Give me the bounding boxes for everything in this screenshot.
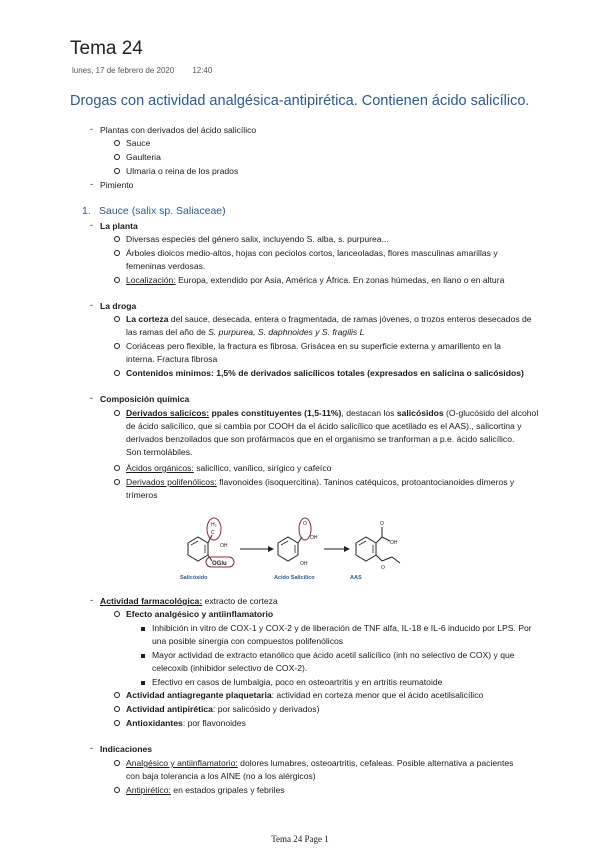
circle-bullet [114, 410, 120, 416]
dash-bullet: - [90, 124, 93, 134]
location-label: Localización: [126, 275, 176, 285]
oglu-label: OGlu [212, 561, 227, 567]
dash-bullet: - [90, 393, 93, 403]
location-text: Europa, extendido por Asia, América y África. En zonas húmedas, en llano o en altura [175, 275, 505, 285]
derivados-label: Derivados salicícos: [126, 408, 210, 418]
page-title: Tema 24 [70, 38, 143, 59]
circle-bullet [114, 343, 120, 349]
droga-content: Contenidos mínimos: 1,5% de derivados salicílicos totales (expresados en salicina o salicósidos) [126, 368, 524, 378]
composicion-label: Composición química [100, 394, 190, 404]
intro-sub: Gaulteria [126, 152, 161, 162]
actividad-text: Efectivo en casos de lumbalgia, poco en osteoartritis y en artritis reumatoide [152, 677, 443, 687]
actividad-text: celecoxib (inhibidor selectivo de COX-2). [152, 663, 308, 673]
page-date [72, 66, 212, 75]
indicaciones-text [126, 758, 513, 769]
actividad-text: Mayor actividad de extracto etanólico que ácido acetil salicílico (inh no selectivo de COX) y que [152, 650, 515, 660]
composicion-text: Son termolábiles. [126, 447, 193, 457]
circle-bullet [114, 706, 120, 712]
salicosido-label: Salicósido [180, 575, 208, 581]
actividad-item [126, 718, 246, 729]
acido-salicilico-label: Acido Salicílico [274, 575, 315, 581]
dash-bullet: - [90, 743, 93, 753]
section-heading: Drogas con actividad analgésica-antipirética. Contienen ácido salicílico. [70, 93, 530, 109]
circle-bullet [114, 611, 120, 617]
circle-bullet [114, 465, 120, 471]
circle-bullet [114, 250, 120, 256]
actividad-label [100, 596, 278, 607]
circle-bullet [114, 720, 120, 726]
actividad-item [126, 704, 319, 715]
actividad-bold: Actividad farmacológica: [100, 596, 203, 606]
square-bullet [141, 681, 145, 685]
antioxidantes-text: : por flavonoides [182, 718, 246, 728]
antiagregante-bold: Actividad antiagregante plaquetaria [126, 690, 272, 700]
polifenolicos-label: Derivados polifenólicos: [126, 477, 217, 487]
droga-text: Coriáceas pero flexible, la fractura es fibrosa. Grisácea en su superficie externa y amarillento en la [126, 341, 501, 351]
antipiretico-label: Antipirético: [126, 785, 171, 795]
chemical-structure-figure [178, 513, 408, 583]
circle-bullet [114, 370, 120, 376]
circle-bullet [114, 316, 120, 322]
droga-label: La droga [100, 301, 137, 311]
circle-bullet [114, 168, 120, 174]
oh-label: OH [390, 540, 398, 546]
antipiretico-text: en estados gripales y febriles [170, 785, 285, 795]
antipiretica-text: : por salicósido y derivados) [212, 704, 320, 714]
o-label: O [381, 565, 385, 571]
o-label: O [380, 521, 384, 527]
intro-sub: Ulmaria o reina de los prados [126, 166, 239, 176]
page-footer: Tema 24 Page 1 [271, 834, 329, 844]
circle-bullet [114, 692, 120, 698]
intro-sub: Sauce [126, 138, 151, 148]
salicosidos-bold: salicósidos [396, 408, 444, 418]
derivados-text: , destacan los [341, 408, 397, 418]
circle-bullet [114, 154, 120, 160]
oh-label: OH [300, 561, 308, 567]
planta-label: La planta [100, 221, 138, 231]
circle-bullet [114, 277, 120, 283]
dash-bullet: - [90, 220, 93, 230]
analgesico-label: Analgésico y antiinflamatorio: [126, 758, 238, 768]
droga-text: interna. Fractura fibrosa [126, 354, 218, 364]
indicaciones-label: Indicaciones [100, 744, 153, 754]
intro-item: Plantas con derivados del ácido salicílico [100, 125, 257, 135]
actividad-text: una posible sinergia con compuestos polifenólicos [152, 636, 344, 646]
droga-text-a: del sauce, desecada, entera o fragmentada, de ramas jóvenes, o trozos enteros desecados de [168, 314, 532, 324]
composicion-text [126, 408, 538, 419]
droga-text [126, 314, 532, 325]
planta-text: Árboles dioicos medio-altos, hojas con peciolos cortos, lanceoladas, flores masculinas amarillas y [126, 248, 498, 258]
square-bullet [141, 627, 145, 631]
planta-text: Diversas especies del género salix, incluyendo S. alba, s. purpurea... [126, 234, 389, 244]
circle-bullet [114, 140, 120, 146]
composicion-text: derivados benzoilados que son profármacos que en el organismo se tranforman a p.e. ácido salicílico. [126, 434, 515, 444]
actividad-rest: extracto de corteza [202, 596, 278, 606]
dash-bullet: - [90, 595, 93, 605]
dash-bullet: - [90, 300, 93, 310]
date-text: lunes, 17 de febrero de 2020 [72, 66, 175, 75]
acidos-text: salicílico, vanílico, sirígico y cafeíco [193, 463, 332, 473]
actividad-item [126, 690, 483, 701]
derivados-bold: ppales constituyentes (1,5-11%) [209, 408, 342, 418]
species-italic: S. purpurea, S. daphnoides y S. fragilis L [208, 327, 365, 337]
antiagregante-text: : actividad en corteza menor que el ácido acetilsalicílico [271, 690, 484, 700]
c-label: C [211, 530, 215, 536]
square-bullet [141, 654, 145, 658]
circle-bullet [114, 479, 120, 485]
indicaciones-text [126, 785, 285, 796]
derivados-text2: (O-glucósido del alcohol [443, 408, 539, 418]
composicion-text: trímeros [126, 490, 158, 500]
planta-location [126, 275, 504, 286]
section-number: 1. [82, 205, 91, 217]
aas-label: AAS [350, 575, 362, 581]
acidos-label: Ácidos orgánicos: [126, 463, 194, 473]
corteza-bold: La corteza [126, 314, 169, 324]
droga-text [126, 327, 364, 338]
antipiretica-bold: Actividad antipirética [126, 704, 213, 714]
indicaciones-text: con baja tolerancia a los AINE (no a los alérgicos) [126, 771, 316, 781]
efecto-label: Efecto analgésico y antiinflamatorio [126, 609, 274, 619]
section-title: Sauce (salix sp. Saliaceae) [99, 205, 226, 217]
circle-bullet [114, 787, 120, 793]
time-text: 12:40 [192, 66, 213, 75]
droga-text-b: las ramas del año de [126, 327, 209, 337]
analgesico-text: dolores lumabres, osteoartritis, cefaleas. Posible alternativa a pacientes [237, 758, 514, 768]
actividad-text: Inhibición in vitro de COX-1 y COX-2 y de liberación de TNF alfa, IL-18 e IL-6 inducido por LPS. Por [152, 623, 532, 633]
intro-item: Pimiento [100, 180, 134, 190]
antioxidantes-bold: Antioxidantes [126, 718, 183, 728]
oh-label: OH [220, 543, 228, 549]
planta-text: femeninas verdosas. [126, 261, 206, 271]
o-label: O [303, 521, 307, 527]
circle-bullet [114, 760, 120, 766]
circle-bullet [114, 236, 120, 242]
composicion-text [126, 463, 331, 474]
polifenolicos-text: flavonoides (isoquercitina). Taninos catéquicos, protoantocianoides dímeros y [216, 477, 515, 487]
composicion-text [126, 477, 514, 488]
dash-bullet: - [90, 179, 93, 189]
oh-label: OH [310, 535, 318, 541]
h2-label: H₂ [211, 522, 217, 528]
composicion-text: de ácido salicílico, que si cambia por COOH da el ácido salicílico que acetilado es el AAS)., salicortina y [126, 421, 522, 431]
